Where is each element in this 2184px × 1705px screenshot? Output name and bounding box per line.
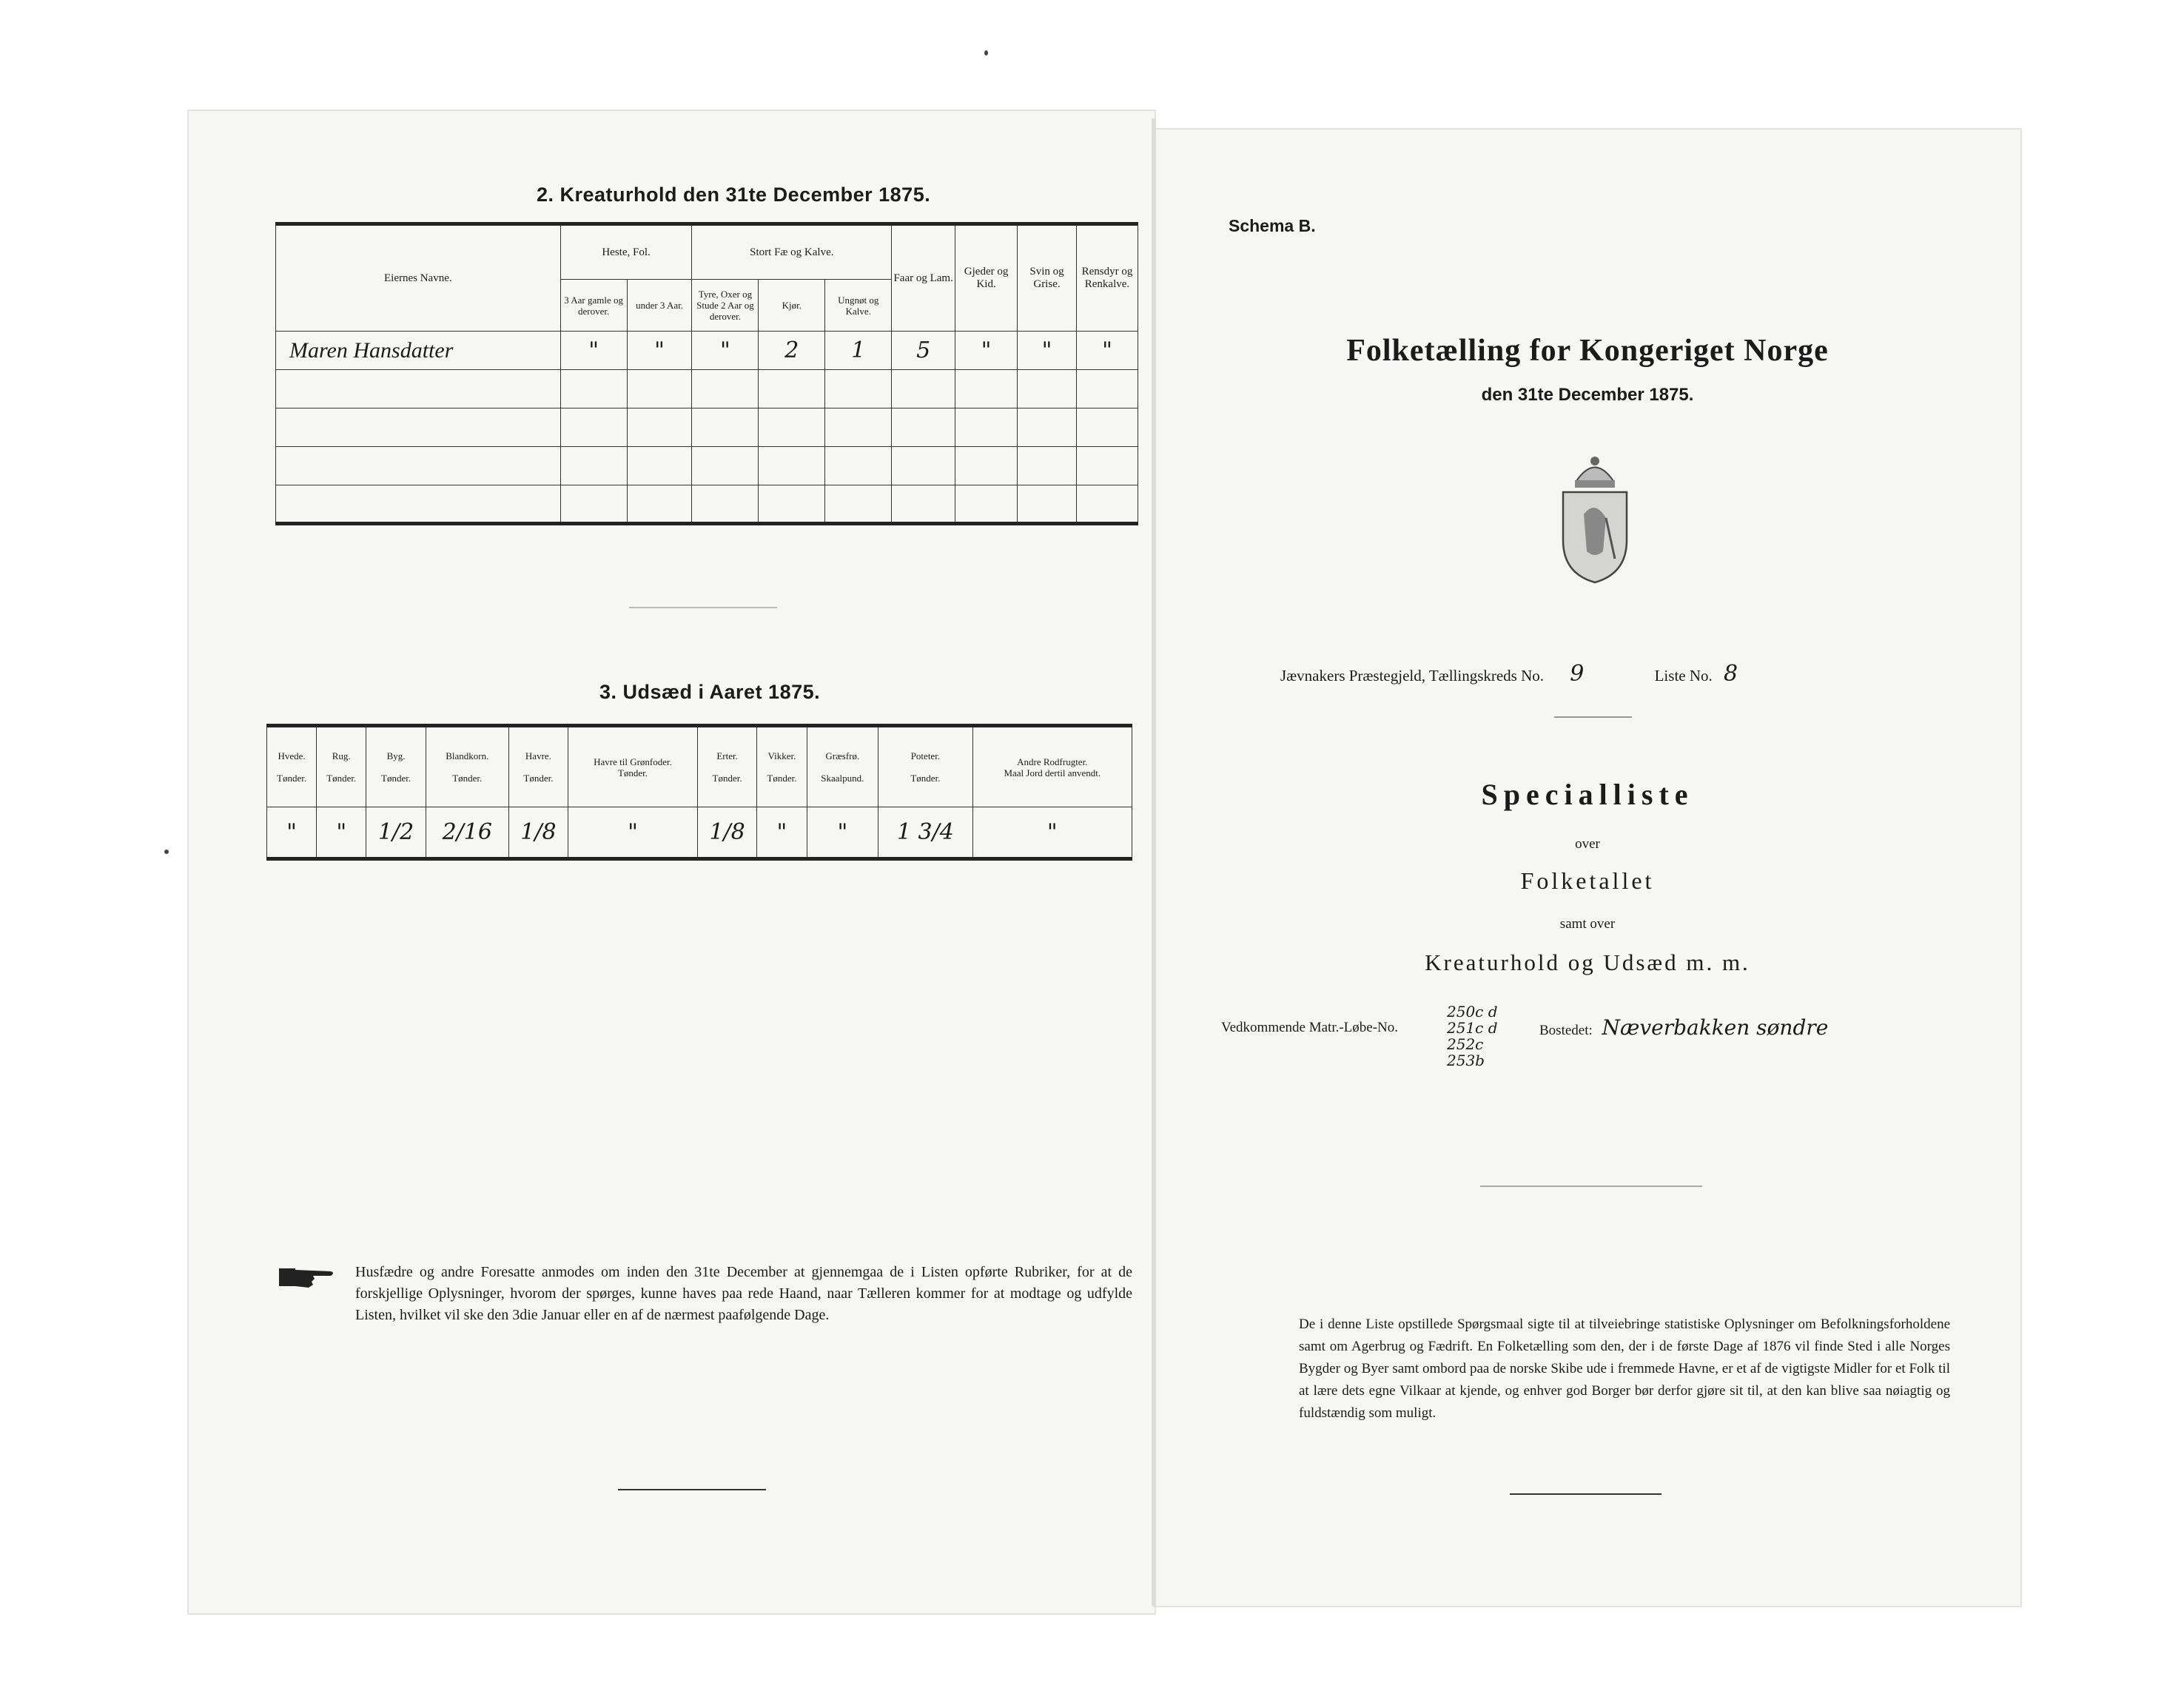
header-heste-old: 3 Aar gamle og derover. xyxy=(560,280,627,332)
header-hvede: Hvede. Tønder. xyxy=(267,726,317,807)
table-row xyxy=(276,408,1138,447)
liste-label: Liste No. xyxy=(1654,667,1713,685)
over-text: over xyxy=(1575,836,1600,852)
divider xyxy=(1554,716,1632,718)
header-heste-young: under 3 Aar. xyxy=(627,280,692,332)
matr-value: 252c xyxy=(1447,1035,1484,1053)
census-date: den 31te December 1875. xyxy=(1481,385,1694,405)
notice-text: Husfædre og andre Foresatte anmodes om inden den 31te December at gjennemgaa de i Listen opførte Rubriker, for at de forskjellige Oplysninger, hvorom der spørges, kunne haves paa rede Haand, naar Tælleren kommer for at modtage og udfylde Listen, hvilket vil ske den 3die Januar eller en af de nærmest paafølgende Dage. xyxy=(355,1264,1132,1323)
header-havre: Havre. Tønder. xyxy=(508,726,568,807)
main-title: Folketælling for Kongeriget Norge xyxy=(1346,334,1829,368)
cell-graesfro: " xyxy=(807,807,878,859)
bosted-value: Næverbakken søndre xyxy=(1602,1015,1829,1040)
header-heste: Heste, Fol. xyxy=(560,224,692,280)
header-byg: Byg. Tønder. xyxy=(366,726,426,807)
livestock-table xyxy=(275,222,1138,525)
cell-gjeder: " xyxy=(955,332,1018,370)
bosted-label: Bostedet: xyxy=(1539,1023,1593,1038)
table-row xyxy=(276,332,1138,370)
header-havre-gronfoder: Havre til Grønfoder. Tønder. xyxy=(568,726,698,807)
kreaturhold-title: Kreaturhold og Udsæd m. m. xyxy=(1425,949,1750,975)
footer-text: De i denne Liste opstillede Spørgsmaal sigte til at tilveiebringe statistiske Oplysninger om Befolkningsforholdene samt om Agerbrug og Fædrift. En Folketælling som den, der i de første Dage af 1876 vil finde Sted i alle Norges Bygder og Byer samt ombord paa de norske Skibe ude i fremmede Havne, er et af de vigtigste Midler for et Folk til at lære dets egne Vilkaar at kjende, og enhver god Borger bør derfor gjøre sit til, at den kan blive saa nøiagtig og fuldstændig som muligt. xyxy=(1299,1316,1950,1421)
coat-of-arms-icon xyxy=(1554,448,1636,585)
header-stort: Stort Fæ og Kalve. xyxy=(692,224,892,280)
owner-name: Maren Hansdatter xyxy=(276,332,561,370)
table-row xyxy=(267,807,1132,859)
table-row xyxy=(276,370,1138,408)
cell-byg: 1/2 xyxy=(366,807,426,859)
matr-values xyxy=(1447,1003,1498,1069)
cell-svin: " xyxy=(1018,332,1077,370)
cell-rensdyr: " xyxy=(1076,332,1138,370)
liste-number: 8 xyxy=(1724,661,1738,687)
cell-tyre: " xyxy=(692,332,759,370)
header-rensdyr: Rensdyr og Renkalve. xyxy=(1076,224,1138,332)
divider xyxy=(1510,1493,1661,1495)
cell-havre: 1/8 xyxy=(508,807,568,859)
bosted-line xyxy=(1539,1015,1828,1040)
cell-poteter: 1 3/4 xyxy=(878,807,972,859)
header-andre-rodfrugter: Andre Rodfrugter. Maal Jord dertil anvendt. xyxy=(972,726,1132,807)
header-rug: Rug. Tønder. xyxy=(317,726,366,807)
divider xyxy=(629,607,777,608)
cell-ungnot: 1 xyxy=(825,332,892,370)
matr-value: 253b xyxy=(1447,1052,1485,1069)
parish-label: Jævnakers Præstegjeld, Tællingskreds No. xyxy=(1280,667,1545,685)
scan-speck xyxy=(984,50,988,56)
header-owner: Eiernes Navne. xyxy=(276,224,561,332)
header-poteter: Poteter. Tønder. xyxy=(878,726,972,807)
scan-speck xyxy=(164,850,169,854)
table-row xyxy=(276,447,1138,485)
cell-kjor: 2 xyxy=(759,332,825,370)
seed-table xyxy=(266,724,1132,861)
section3-title: 3. Udsæd i Aaret 1875. xyxy=(599,681,821,703)
header-graesfro: Græsfrø. Skaalpund. xyxy=(807,726,878,807)
header-vikker: Vikker. Tønder. xyxy=(757,726,807,807)
header-svin: Svin og Grise. xyxy=(1018,224,1077,332)
cell-hvede: " xyxy=(267,807,317,859)
folketallet-title: Folketallet xyxy=(1520,867,1655,894)
header-stort-ungnot: Ungnøt og Kalve. xyxy=(825,280,892,332)
header-stort-tyre: Tyre, Oxer og Stude 2 Aar og derover. xyxy=(692,280,759,332)
divider xyxy=(618,1489,766,1490)
cell-blandkorn: 2/16 xyxy=(426,807,508,859)
header-blandkorn: Blandkorn. Tønder. xyxy=(426,726,508,807)
header-faar: Faar og Lam. xyxy=(892,224,955,332)
specialliste-title: Specialliste xyxy=(1481,778,1694,811)
pointing-hand-icon xyxy=(278,1264,337,1291)
samt-over-text: samt over xyxy=(1559,916,1616,932)
header-gjeder: Gjeder og Kid. xyxy=(955,224,1018,332)
cell-rug: " xyxy=(317,807,366,859)
cell-havre-gronfoder: " xyxy=(568,807,698,859)
matr-label: Vedkommende Matr.-Løbe-No. xyxy=(1221,1020,1399,1035)
cell-heste-old: " xyxy=(560,332,627,370)
schema-label: Schema B. xyxy=(1229,216,1316,235)
cell-erter: 1/8 xyxy=(697,807,757,859)
divider xyxy=(1480,1186,1702,1187)
header-stort-kjor: Kjør. xyxy=(759,280,825,332)
header-erter: Erter. Tønder. xyxy=(697,726,757,807)
cell-faar: 5 xyxy=(892,332,955,370)
section2-title: 2. Kreaturhold den 31te December 1875. xyxy=(537,184,931,206)
matr-value: 251c d xyxy=(1447,1019,1498,1037)
table-row xyxy=(276,485,1138,524)
parish-line xyxy=(1280,661,1738,687)
cell-andre-rodfrugter: " xyxy=(972,807,1132,859)
kreds-number: 9 xyxy=(1570,661,1585,687)
cell-heste-young: " xyxy=(627,332,692,370)
matr-value: 250c d xyxy=(1447,1003,1498,1020)
cell-vikker: " xyxy=(757,807,807,859)
